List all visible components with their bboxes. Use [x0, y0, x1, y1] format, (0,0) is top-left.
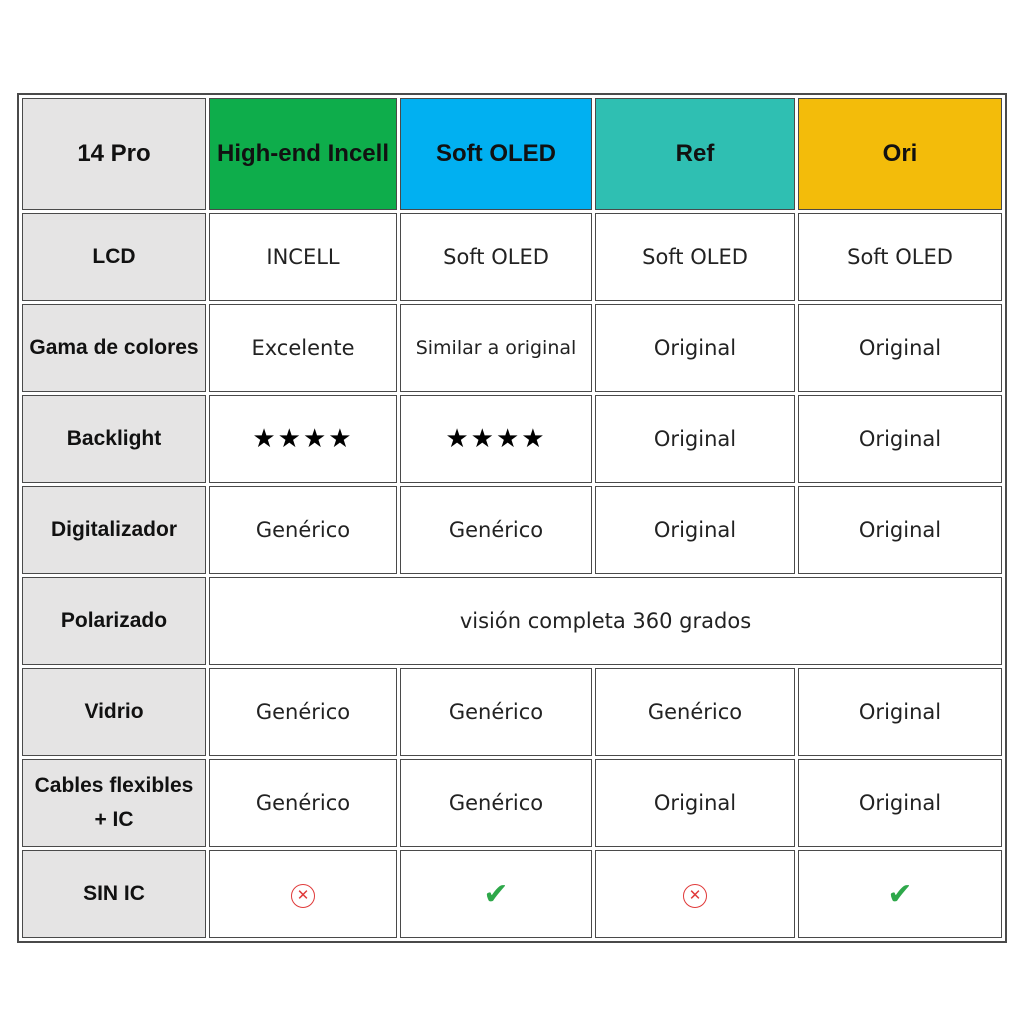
table-row — [22, 486, 1002, 574]
table-cell: Original — [595, 304, 795, 392]
row-header-vidrio: Vidrio — [22, 668, 206, 756]
table-cell: Original — [595, 759, 795, 847]
row-header-digitalizador: Digitalizador — [22, 486, 206, 574]
table-cell — [400, 850, 592, 938]
table-cell: INCELL — [209, 213, 397, 301]
row-header-backlight: Backlight — [22, 395, 206, 483]
corner-header: 14 Pro — [22, 98, 206, 210]
table-cell: Genérico — [209, 759, 397, 847]
table-cell — [595, 850, 795, 938]
table-cell: Similar a original — [400, 304, 592, 392]
table-cell — [798, 850, 1002, 938]
table-row — [22, 850, 1002, 938]
merged-cell: visión completa 360 grados — [209, 577, 1002, 665]
table-row — [22, 759, 1002, 847]
row-header-polarizado: Polarizado — [22, 577, 206, 665]
check-icon: ✔ — [887, 876, 913, 912]
table-cell: Genérico — [209, 486, 397, 574]
table-cell: Genérico — [595, 668, 795, 756]
table-cell: Genérico — [400, 759, 592, 847]
table-row — [22, 304, 1002, 392]
table-row — [22, 668, 1002, 756]
table-cell: Original — [798, 395, 1002, 483]
table-cell: Genérico — [400, 486, 592, 574]
table-cell: Genérico — [209, 668, 397, 756]
table-cell: Original — [595, 395, 795, 483]
column-header-ori: Ori — [798, 98, 1002, 210]
table-cell: Original — [798, 304, 1002, 392]
column-header-soft-oled: Soft OLED — [400, 98, 592, 210]
column-header-high-end-incell: High-end Incell — [209, 98, 397, 210]
table-row — [22, 213, 1002, 301]
comparison-table — [17, 93, 1007, 943]
row-header-gama-de-colores: Gama de colores — [22, 304, 206, 392]
header-row — [22, 98, 1002, 210]
table-cell: Soft OLED — [595, 213, 795, 301]
table-cell — [209, 850, 397, 938]
row-header-cables-flexibles-ic: Cables flexibles + IC — [22, 759, 206, 847]
row-header-sin-ic: SIN IC — [22, 850, 206, 938]
table-row — [22, 577, 1002, 665]
table-cell: Original — [798, 486, 1002, 574]
table-cell: Soft OLED — [798, 213, 1002, 301]
check-icon: ✔ — [483, 876, 509, 912]
table-cell: Soft OLED — [400, 213, 592, 301]
star-rating: ★★★★ — [400, 395, 592, 483]
x-circle-icon: ✕ — [683, 884, 707, 908]
table-row — [22, 395, 1002, 483]
column-header-ref: Ref — [595, 98, 795, 210]
table-cell: Genérico — [400, 668, 592, 756]
star-rating: ★★★★ — [209, 395, 397, 483]
table-cell: Original — [595, 486, 795, 574]
x-circle-icon: ✕ — [291, 884, 315, 908]
table-cell: Original — [798, 759, 1002, 847]
table-cell: Original — [798, 668, 1002, 756]
row-header-lcd: LCD — [22, 213, 206, 301]
table-cell: Excelente — [209, 304, 397, 392]
